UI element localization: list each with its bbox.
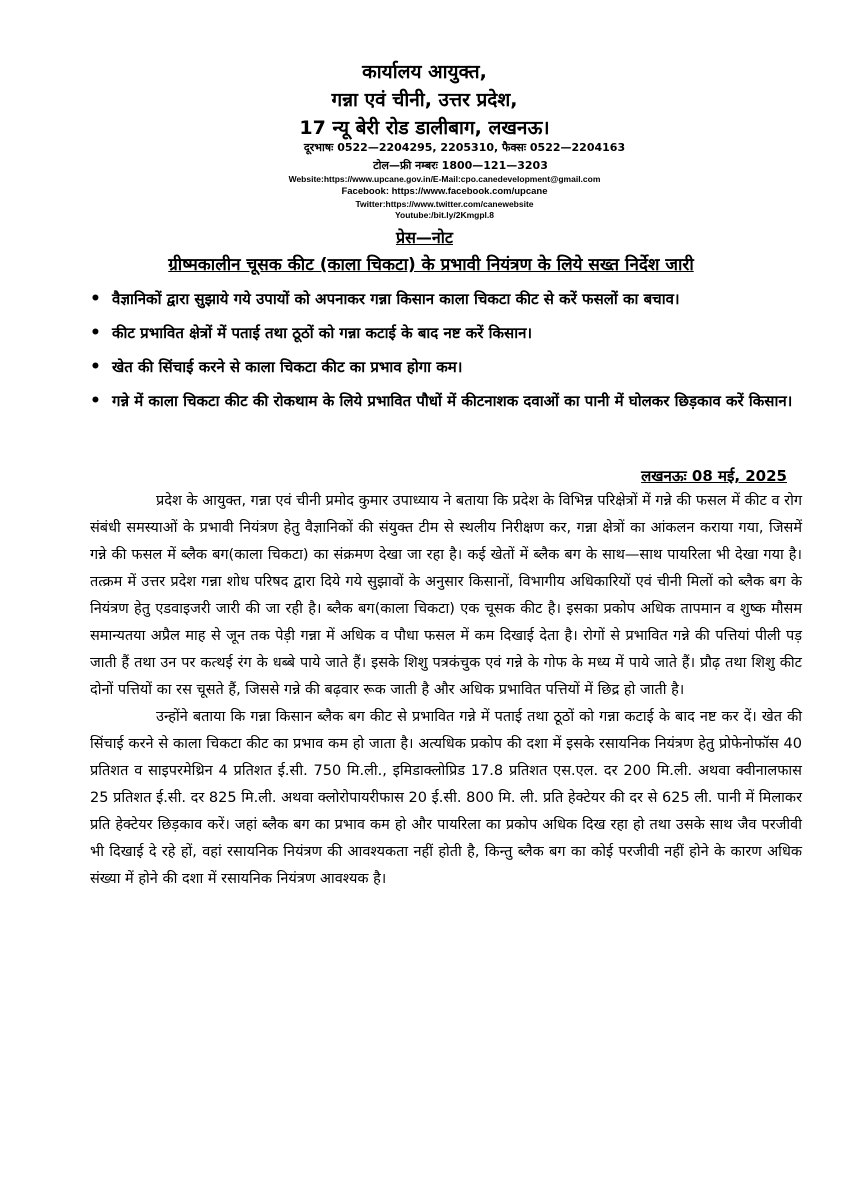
key-point: • गन्ने में काला चिकटा कीट की रोकथाम के लिये प्रभावित पौधों में कीटनाशक दवाओं का पानी में घोलकर छिड़काव करें किसान। [90,388,800,415]
website-email: Website:https://www.upcane.gov.in/E-Mail:cpo.canedevelopment@gmail.com [288,174,601,184]
phone-fax: दूरभाषः 0522—2204295, 2205310, फैक्सः 0522—2204163 [303,141,626,154]
facebook-link: Facebook: https://www.facebook.com/upcane [341,186,548,197]
office-address: 17 न्यू बेरी रोड डालीबाग, लखनऊ। [299,117,550,139]
body-text [90,488,802,893]
twitter-link: Twitter:https://www.twitter.com/canewebsite [355,199,534,209]
key-points-list [90,286,800,422]
key-point: • कीट प्रभावित क्षेत्रों में पताई तथा ठूठों को गन्ना कटाई के बाद नष्ट करें किसान। [90,320,800,347]
key-point: • वैज्ञानिकों द्वारा सुझाये गये उपायों को अपनाकर गन्ना किसान काला चिकटा कीट से करें फसलों का बचाव। [90,286,800,313]
dateline: लखनऊः 08 मई, 2025 [641,467,787,485]
youtube-link: Youtube:/bit.ly/2Kmgpl.8 [394,210,494,220]
toll-free-number: टोल—फ्री नम्बरः 1800—121—3203 [373,159,548,172]
key-point: • खेत की सिंचाई करने से काला चिकटा कीट का प्रभाव होगा कम। [90,354,800,381]
press-note-label-text: प्रेस—नोट [395,228,453,247]
press-note-label [0,226,849,248]
department-name: गन्ना एवं चीनी, उत्तर प्रदेश, [331,89,518,111]
press-headline: ग्रीष्मकालीन चूसक कीट (काला चिकटा) के प्रभावी नियंत्रण के लिये सख्त निर्देश जारी [168,255,694,275]
body-paragraph: प्रदेश के आयुक्त, गन्ना एवं चीनी प्रमोद कुमार उपाध्याय ने बताया कि प्रदेश के विभिन्न परिक्षेत्रों में गन्ने की फसल में कीट व रोग संबंधी समस्याओं के प्रभावी नियंत्रण हेतु वैज्ञानिकों की संयुक्त टीम से स्थलीय निरीक्षण कर, गन्ना क्षेत्रों का आंकलन कराया गया, जिसमें गन्ने की फसल में ब्लैक बग(काला चिकटा) का संक्रमण देखा जा रहा है। कई खेतों में ब्लैक बग के साथ—साथ पायरिला भी देखा गया है। तत्क्रम में उत्तर प्रदेश गन्ना शोध परिषद द्वारा दिये गये सुझावों के अनुसार किसानों, विभागीय अधिकारियों एवं चीनी मिलों को ब्लैक बग के नियंत्रण हेतु एडवाइजरी जारी की जा रही है। ब्लैक बग(काला चिकटा) एक चूसक कीट है। इसका प्रकोप अधिक तापमान व शुष्क मौसम समान्यतया अप्रैल माह से जून तक पेड़ी गन्ना में अधिक व पौधा फसल में कम दिखाई देता है। रोगों से प्रभावित गन्ने की पत्तियां पीली पड़ जाती हैं तथा उन पर कत्थई रंग के धब्बे पाये जाते हैं। इसके शिशु पत्रकंचुक एवं गन्ने के गोफ के मध्य में पाये जाते हैं। प्रौढ़ तथा शिशु कीट दोनों पत्तियों का रस चूसते हैं, जिससे गन्ने की बढ़वार रूक जाती है और अधिक प्रभावित पत्तियों में छिद्र हो जाती है। [90,493,802,698]
body-paragraph: उन्होंने बताया कि गन्ना किसान ब्लैक बग कीट से प्रभावित गन्ने में पताई तथा ठूठों को गन्ना कटाई के बाद नष्ट कर दें। खेत की सिंचाई करने से काला चिकटा कीट का प्रभाव कम हो जाता है। अत्यधिक प्रकोप की दशा में इसके रसायनिक नियंत्रण हेतु प्रोफेनोफॉस 40 प्रतिशत व साइपरमेथ्रिन 4 प्रतिशत ई.सी. 750 मि.ली., इमिडाक्लोप्रिड 17.8 प्रतिशत एस.एल. दर 200 मि.ली. अथवा क्वीनालफास 25 प्रतिशत ई.सी. दर 825 मि.ली. अथवा क्लोरोपायरीफास 20 ई.सी. 800 मि. ली. प्रति हेक्टेयर की दर से 625 ली. पानी में मिलाकर प्रति हेक्टेयर छिड़काव करें। जहां ब्लैक बग का प्रभाव कम हो और पायरिला का प्रकोप अधिक दिख रहा हो तथा उसके साथ जैव परजीवी भी दिखाई दे रहे हों, वहां रसायनिक नियंत्रण की आवश्यकता नहीं होती है, किन्तु ब्लैक बग का कोई परजीवी नहीं होने के कारण अधिक संख्या में होने की दशा में रसायनिक नियंत्रण आवश्यक है। [90,709,802,887]
office-title: कार्यालय आयुक्त, [362,61,487,83]
